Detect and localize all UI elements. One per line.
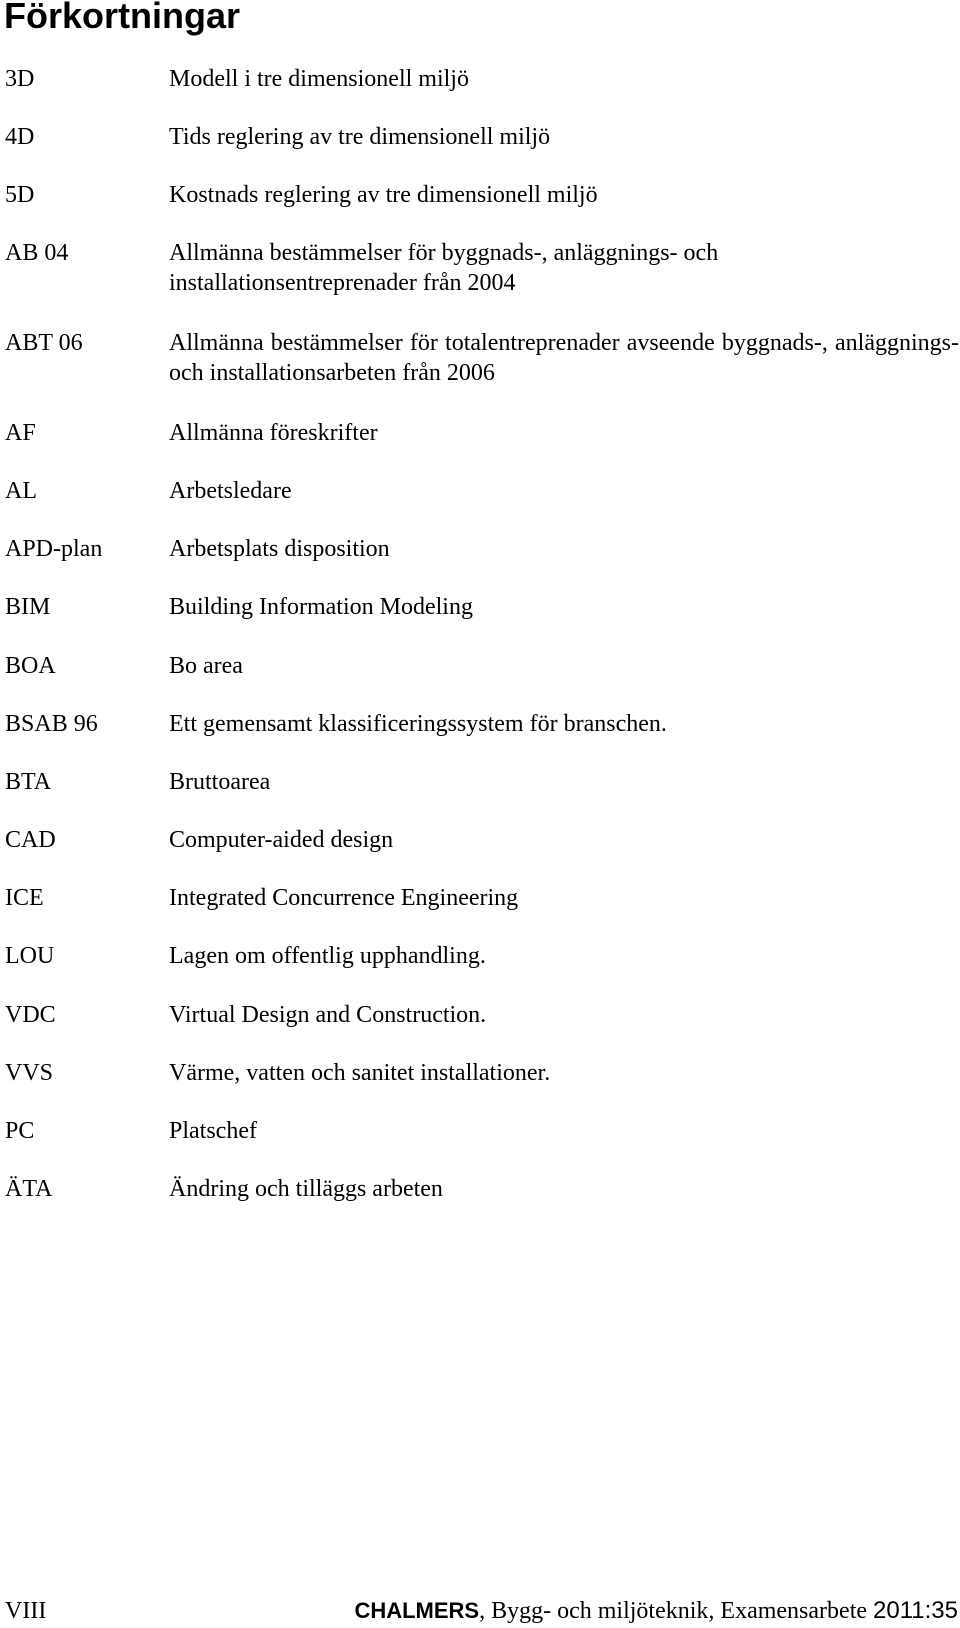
abbreviation-term: 4D	[5, 124, 35, 150]
abbreviation-definition: Platschef	[169, 1118, 257, 1144]
abbreviation-definition: Allmänna föreskrifter	[169, 420, 378, 446]
abbreviation-definition: Tids reglering av tre dimensionell miljö	[169, 124, 551, 150]
abbreviation-definition: Bruttoarea	[169, 769, 271, 795]
abbreviation-definition: Integrated Concurrence Engineering	[169, 885, 519, 911]
abbreviation-term: AL	[5, 478, 37, 504]
abbreviation-term: AB 04	[5, 240, 69, 266]
footer-department: , Bygg- och miljöteknik, Examensarbete	[479, 1598, 874, 1624]
abbreviation-definition: Arbetsledare	[169, 478, 292, 504]
abbreviation-definition: Allmänna bestämmelser för totalentreprenader avseende byggnads-, anläggnings- och installationsarbeten från 2006	[169, 330, 959, 386]
abbreviation-term: 3D	[5, 66, 35, 92]
abbreviation-definition: Kostnads reglering av tre dimensionell miljö	[169, 182, 598, 208]
abbreviation-term: APD-plan	[5, 536, 103, 562]
abbreviation-term: PC	[5, 1118, 35, 1144]
footer-institution: CHALMERS	[354, 1598, 480, 1623]
abbreviation-term: BOA	[5, 653, 56, 679]
abbreviation-definition: Allmänna bestämmelser för byggnads-, anläggnings- och installationsentreprenader från 2004	[169, 240, 719, 296]
abbreviation-term: ÄTA	[5, 1176, 53, 1202]
abbreviation-definition: Värme, vatten och sanitet installationer.	[169, 1060, 551, 1086]
abbreviation-term: LOU	[5, 943, 55, 969]
abbreviation-term: BSAB 96	[5, 711, 98, 737]
abbreviation-term: CAD	[5, 827, 56, 853]
abbreviation-definition: Ett gemensamt klassificeringssystem för branschen.	[169, 711, 667, 737]
footer-citation	[354, 1596, 958, 1626]
abbreviation-term: VVS	[5, 1060, 54, 1086]
abbreviation-definition: Virtual Design and Construction.	[169, 1002, 487, 1028]
abbreviation-definition: Lagen om offentlig upphandling.	[169, 943, 486, 969]
abbreviation-definition: Arbetsplats disposition	[169, 536, 390, 562]
abbreviation-term: AF	[5, 420, 36, 446]
page-footer	[0, 1596, 960, 1626]
footer-year: 2011:35	[873, 1597, 958, 1624]
abbreviation-definition: Modell i tre dimensionell miljö	[169, 66, 469, 92]
abbreviation-definition: Computer-aided design	[169, 827, 394, 853]
abbreviation-term: ICE	[5, 885, 44, 911]
abbreviation-term: BTA	[5, 769, 52, 795]
page-title: Förkortningar	[4, 0, 241, 36]
page-number: VIII	[5, 1598, 47, 1624]
abbreviation-term: VDC	[5, 1002, 56, 1028]
abbreviation-definition: Building Information Modeling	[169, 594, 473, 620]
abbreviation-definition: Bo area	[169, 653, 243, 679]
abbreviation-term: BIM	[5, 594, 51, 620]
abbreviation-term: ABT 06	[5, 330, 83, 356]
abbreviation-term: 5D	[5, 182, 35, 208]
abbreviation-definition: Ändring och tilläggs arbeten	[169, 1176, 443, 1202]
